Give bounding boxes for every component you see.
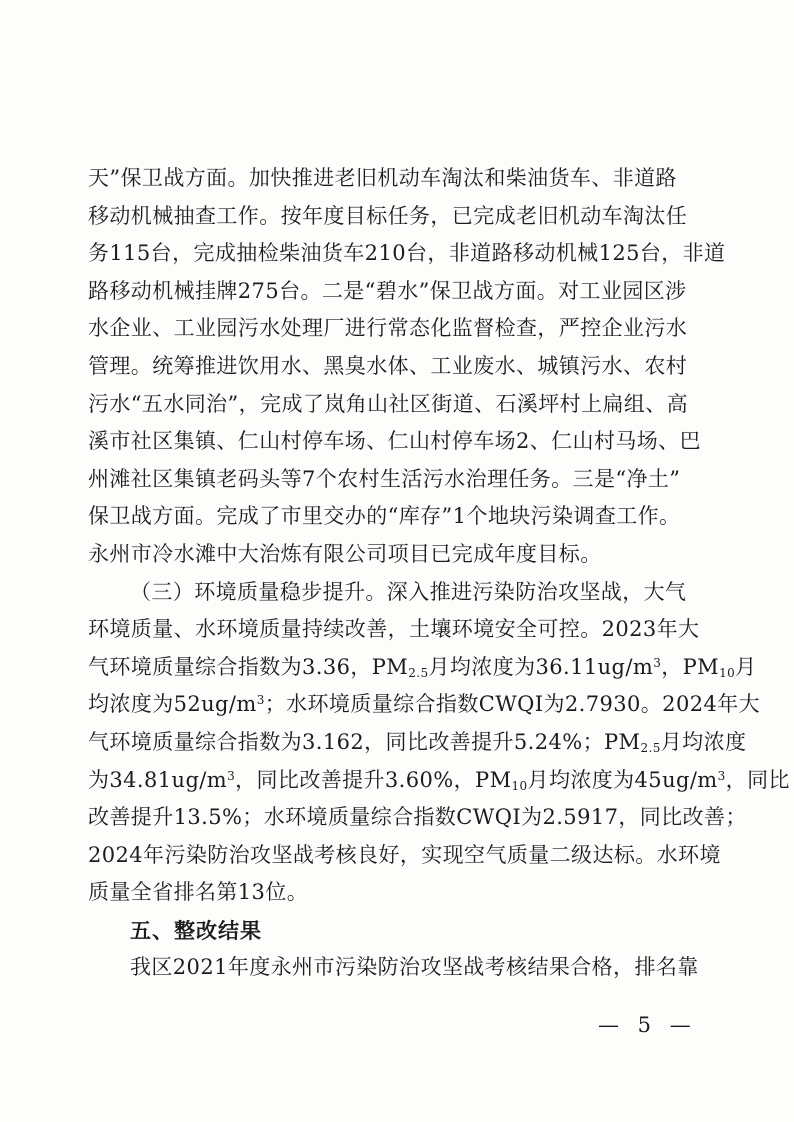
text-line-9: 州滩社区集镇老码头等7个农村生活污水治理任务。三是“净土” bbox=[88, 466, 681, 491]
text-line-20: 质量全省排名第13位。 bbox=[88, 880, 309, 905]
line17-part-d: ，同比 bbox=[725, 767, 790, 792]
text-line-22: 我区2021年度永州市污染防治攻坚战考核结果合格，排名靠 bbox=[130, 955, 699, 980]
text-line-13: 环境质量、水环境质量持续改善，土壤环境安全可控。2023年大 bbox=[88, 617, 700, 642]
text-line-2: 移动机械抽查工作。按年度目标任务，已完成老旧机动车淘汰任 bbox=[88, 203, 688, 228]
text-line-10: 保卫战方面。完成了市里交办的“库存”1个地块污染调查工作。 bbox=[88, 504, 681, 529]
line16-part-a: 气环境质量综合指数为3.162，同比改善提升5.24%；PM bbox=[88, 729, 641, 754]
line17-part-a: 为34.81ug/m bbox=[88, 767, 228, 792]
line14-part-c: ，PM bbox=[661, 654, 720, 679]
text-line-14 bbox=[88, 649, 757, 687]
text-line-16 bbox=[88, 724, 747, 762]
text-line-5: 水企业、工业园污水处理厂进行常态化监督检查，严控企业污水 bbox=[88, 316, 688, 341]
line17-part-c: 月均浓度为45ug/m bbox=[527, 767, 718, 792]
cubic-superscript: 3 bbox=[227, 768, 236, 783]
cubic-superscript: 3 bbox=[653, 655, 662, 670]
text-line-17 bbox=[88, 762, 790, 800]
text-line-7: 污水“五水同治”，完成了岚角山社区街道、石溪坪村上扁组、高 bbox=[88, 391, 689, 416]
text-line-8: 溪市社区集镇、仁山村停车场、仁山村停车场2、仁山村马场、巴 bbox=[88, 429, 701, 454]
line14-part-b: 月均浓度为36.11ug/m bbox=[428, 654, 654, 679]
line16-part-b: 月均浓度 bbox=[660, 729, 747, 754]
text-line-15 bbox=[88, 686, 761, 724]
text-line-3: 务115台，完成抽检柴油货车210台，非道路移动机械125台，非道 bbox=[88, 241, 726, 266]
page-number: — 5 — bbox=[598, 1013, 697, 1037]
subsection-line: （三）环境质量稳步提升。深入推进污染防治攻坚战，大气 bbox=[130, 579, 687, 604]
line14-part-a: 气环境质量综合指数为3.36，PM bbox=[88, 654, 409, 679]
pm10-subscript: 10 bbox=[719, 665, 736, 680]
cubic-superscript: 3 bbox=[256, 693, 265, 708]
document-body bbox=[88, 160, 790, 987]
text-line-1: 天”保卫战方面。加快推进老旧机动车淘汰和柴油货车、非道路 bbox=[88, 166, 677, 190]
line15-part-b: ；水环境质量综合指数CWQI为2.7930。2024年大 bbox=[264, 692, 761, 717]
line15-part-a: 均浓度为52ug/m bbox=[88, 692, 257, 717]
text-line-19: 2024年污染防治攻坚战考核良好，实现空气质量二级达标。水环境 bbox=[88, 842, 721, 867]
pm25-subscript: 2.5 bbox=[640, 740, 661, 755]
line14-part-d: 月 bbox=[735, 654, 757, 679]
text-line-4: 路移动机械挂牌275台。二是“碧水”保卫战方面。对工业园区涉 bbox=[88, 278, 687, 303]
text-line-6: 管理。统筹推进饮用水、黑臭水体、工业废水、城镇污水、农村 bbox=[88, 353, 688, 378]
pm25-subscript: 2.5 bbox=[408, 665, 429, 680]
text-line-18: 改善提升13.5%；水环境质量综合指数CWQI为2.5917，同比改善； bbox=[88, 805, 747, 830]
cubic-superscript: 3 bbox=[717, 768, 726, 783]
pm10-subscript: 10 bbox=[511, 778, 528, 793]
line17-part-b: ，同比改善提升3.60%，PM bbox=[235, 767, 512, 792]
text-line-11: 永州市冷水滩中大治炼有限公司项目已完成年度目标。 bbox=[88, 541, 602, 566]
section-heading: 五、整改结果 bbox=[130, 917, 262, 943]
